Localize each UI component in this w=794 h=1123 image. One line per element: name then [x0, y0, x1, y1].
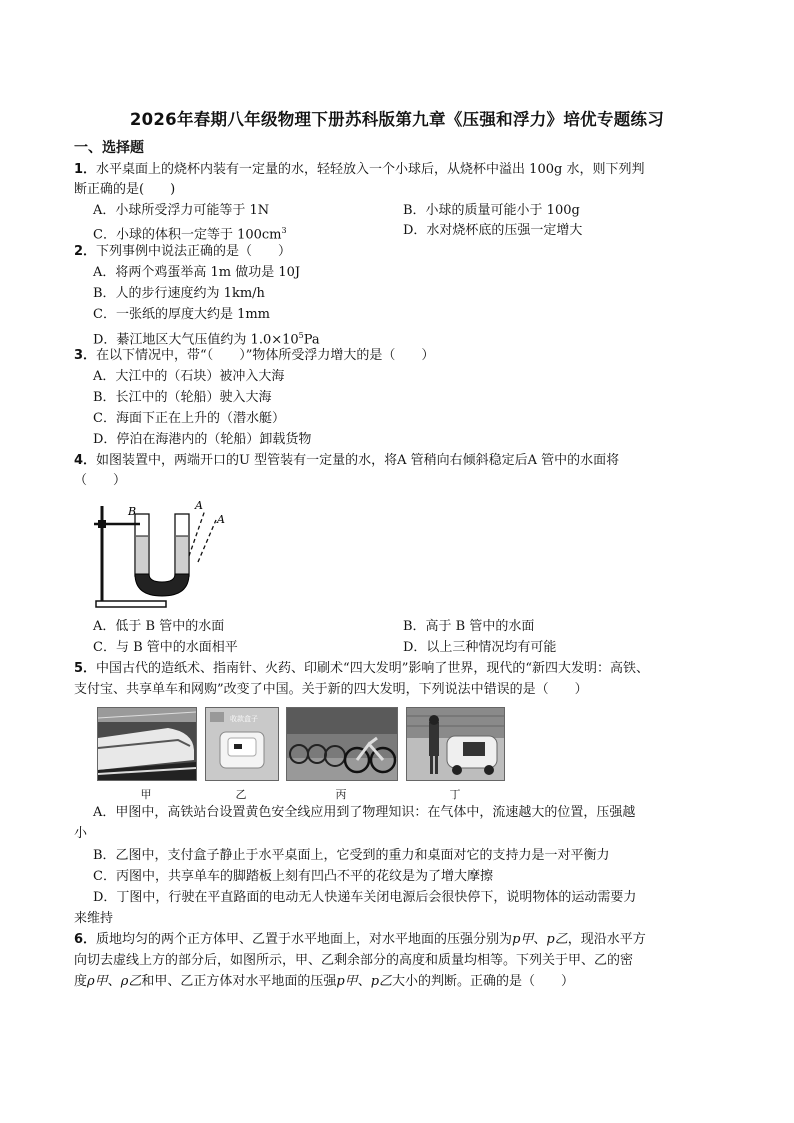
water-b [136, 536, 148, 576]
tilted-tube-outline-1 [189, 510, 205, 556]
label-b: B [128, 505, 137, 518]
question-3-option-c: C．海面下正在上升的（潜水艇） [93, 411, 285, 426]
symbol-rho-jia: ρ甲 [87, 974, 108, 989]
question-3-option-b: B．长江中的（轮船）驶入大海 [93, 390, 272, 405]
section-heading: 一、选择题 [74, 140, 144, 156]
question-5-option-d-line-1: D．丁图中，行驶在平直路面的电动无人快递车关闭电源后会很快停下，说明物体的运动需要力 [93, 890, 637, 905]
question-number: 1． [74, 162, 97, 177]
question-5-option-d-line-2: 来维持 [74, 911, 114, 926]
tilted-tube-outline-2 [198, 520, 216, 562]
u-tube-diagram [90, 496, 250, 611]
question-1-stem-line-2: 断正确的是( ) [74, 182, 176, 197]
pay-box-label: 收款盒子 [230, 715, 258, 723]
question-3-option-a: A．大江中的（石块）被冲入大海 [93, 369, 285, 384]
question-6-stem-line-3: 度ρ甲、ρ乙和甲、乙正方体对水平地面的压强p甲、p乙大小的判断。正确的是（ ） [74, 974, 575, 989]
page-title: 2026年春期八年级物理下册苏科版第九章《压强和浮力》培优专题练习 [129, 110, 665, 129]
question-4-option-d: D．以上三种情况均有可能 [403, 640, 557, 655]
question-2-option-d: D．綦江地区大气压值约为 $1.0\times 10^5Pa$ [93, 331, 320, 348]
question-3-option-d: D．停泊在海港内的（轮船）卸载货物 [93, 432, 312, 447]
question-1-option-c: C．小球的体积一定等于 $100cm^3$ [93, 226, 287, 243]
label-a-upright: A [195, 499, 203, 512]
caption-yi: 乙 [235, 788, 247, 801]
symbol-p-yi: p乙 [546, 932, 568, 947]
question-5-option-a-line-1: A．甲图中，高铁站台设置黄色安全线应用到了物理知识：在气体中，流速越大的位置，压强越 [93, 805, 636, 820]
question-1-option-d: D．水对烧杯底的压强一定增大 [403, 223, 583, 238]
rubber-bend [135, 574, 189, 596]
symbol-p-jia: p甲 [512, 932, 534, 947]
question-4-option-c: C．与 B 管中的水面相平 [93, 640, 238, 655]
caption-bing: 丙 [335, 788, 347, 801]
question-4-option-b: B．高于 B 管中的水面 [403, 619, 535, 634]
symbol-rho-yi: ρ乙 [120, 974, 142, 989]
label-a-tilted: A [217, 513, 225, 526]
question-2-option-c: C．一张纸的厚度大约是 1mm [93, 307, 271, 322]
question-4-stem-line-1: 4．如图装置中，两端开口的U 型管装有一定量的水，将A 管稍向右倾斜稳定后A 管中的水面将 [74, 453, 620, 468]
question-5-stem-line-2: 支付宝、共享单车和网购”改变了中国。关于新的四大发明，下列说法中错误的是（ ） [74, 682, 588, 697]
question-5-stem-line-1: 5．中国古代的造纸术、指南针、火药、印刷术“四大发明”影响了世界，现代的“新四大发明：高铁、 [74, 661, 649, 676]
question-3-stem: 3．在以下情况中，带“（ ）”物体所受浮力增大的是（ ） [74, 348, 435, 363]
question-1-option-a: A．小球所受浮力可能等于 1N [93, 203, 270, 218]
caption-ding: 丁 [449, 788, 461, 801]
question-2-option-a: A．将两个鸡蛋举高 1m 做功是 10J [93, 265, 301, 280]
clamp-knob [98, 520, 106, 528]
question-6-stem-line-1: 6．质地均匀的两个正方体甲、乙置于水平地面上，对水平地面的压强分别为p甲、p乙，现沿水平方 [74, 932, 646, 947]
question-6-stem-line-2: 向切去虚线上方的部分后，如图所示，甲、乙剩余部分的高度和质量均相等。下列关于甲、乙的密 [74, 953, 634, 968]
caption-jia: 甲 [140, 788, 152, 801]
question-2-stem: 2．下列事例中说法正确的是（ ） [74, 244, 292, 259]
question-5-option-c: C．丙图中，共享单车的脚踏板上刻有凹凸不平的花纹是为了增大摩擦 [93, 869, 493, 884]
question-5-option-b: B．乙图中，支付盒子静止于水平桌面上，它受到的重力和桌面对它的支持力是一对平衡力 [93, 848, 610, 863]
photo-delivery-vehicle [406, 707, 505, 781]
photo-shared-bikes [286, 707, 398, 781]
question-2-option-b: B．人的步行速度约为 1km/h [93, 286, 265, 301]
question-5-option-a-line-2: 小 [74, 826, 88, 841]
question-1-stem-line-1: 1．水平桌面上的烧杯内装有一定量的水，轻轻放入一个小球后，从烧杯中溢出 100g 水，则下列判 [74, 162, 645, 177]
photo-pay-box [205, 707, 279, 781]
stand-base [96, 601, 166, 607]
question-1-option-b: B．小球的质量可能小于 100g [403, 203, 580, 218]
photo-high-speed-train [97, 707, 197, 781]
question-4-option-a: A．低于 B 管中的水面 [93, 619, 225, 634]
question-4-stem-line-2: （ ） [74, 473, 127, 488]
